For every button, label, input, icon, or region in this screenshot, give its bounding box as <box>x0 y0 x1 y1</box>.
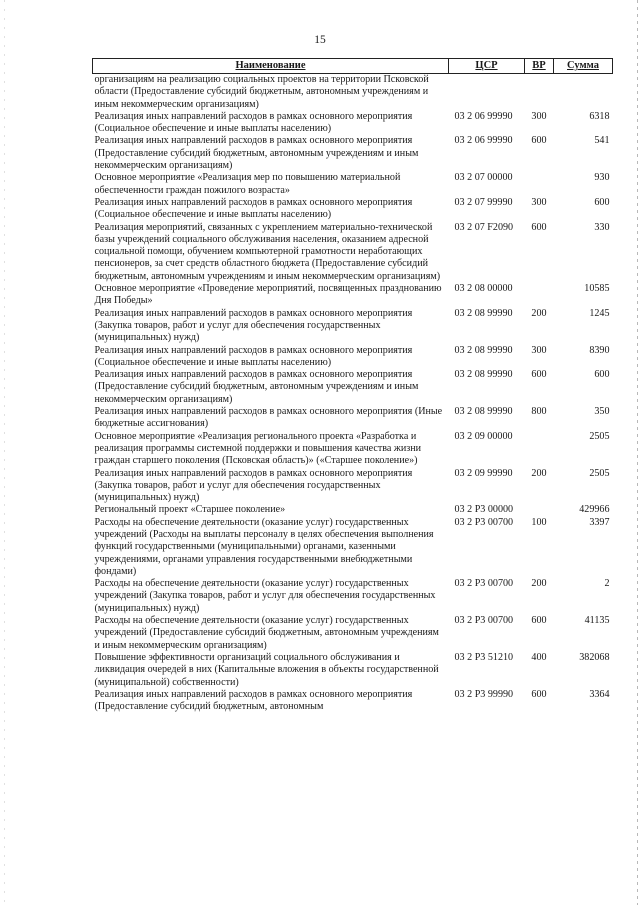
row-name-cell: Реализация иных направлений расходов в рамках основного мероприятия (Предоставление субсидий бюджетным, автономным <box>94 688 413 713</box>
table-row <box>93 111 613 136</box>
row-vr-cell: 300 <box>531 110 547 122</box>
row-vr-cell: 600 <box>531 369 547 381</box>
row-sum-cell: 2505 <box>589 430 610 442</box>
row-name-cell: Региональный проект «Старшее поколение» <box>94 504 286 516</box>
row-vr-cell: 300 <box>531 344 547 356</box>
table-row <box>93 517 613 578</box>
table-row <box>93 689 613 714</box>
row-sum-cell: 6318 <box>589 110 610 122</box>
row-csr-cell: 03 2 08 00000 <box>454 283 513 295</box>
row-csr-cell: 03 2 06 99990 <box>454 110 513 122</box>
row-name-cell: Реализация иных направлений расходов в рамках основного мероприятия (Предоставление субсидий бюджетным, автономным учреждениям и иным некоммерческим организациям) <box>94 369 419 405</box>
scan-edge-right <box>637 0 638 905</box>
row-vr-cell <box>525 504 554 516</box>
row-sum-cell: 930 <box>594 172 610 184</box>
table-row <box>93 468 613 505</box>
row-sum-cell: 8390 <box>589 344 610 356</box>
row-sum-cell: 2505 <box>589 467 610 479</box>
table-header-row <box>93 59 613 74</box>
table-row <box>93 615 613 652</box>
row-sum-cell: 600 <box>594 196 610 208</box>
row-csr-cell: 03 2 P3 99990 <box>454 688 514 700</box>
table-row <box>93 406 613 431</box>
row-csr-cell: 03 2 07 00000 <box>454 172 513 184</box>
row-sum-cell: 600 <box>594 369 610 381</box>
row-sum-cell: 41135 <box>584 615 610 627</box>
table-row <box>93 578 613 615</box>
row-vr-cell <box>525 74 554 111</box>
row-sum-cell: 382068 <box>579 651 610 663</box>
row-csr-cell: 03 2 P3 00700 <box>454 615 514 627</box>
row-name-cell: Основное мероприятие «Реализация регионального проекта «Разработка и реализация программы системной поддержки и повышения качества жизни граждан старшего поколения (Псковская область)» («Старшее поколение») <box>94 430 422 467</box>
row-vr-cell <box>525 283 554 308</box>
row-name-cell: Реализация мероприятий, связанных с укреплением материально-технической базы учреждений социального обслуживания населения, оказанием адресной социальной помощи, обучением компьютерной грамотности неработающих пенсионеров, за счет средств областного бюджета (Предоставление субсидий бюджетным, автономным учреждениям и иным некоммерческим организациям) <box>94 221 441 282</box>
row-name-cell: Реализация иных направлений расходов в рамках основного мероприятия (Иные бюджетные ассигнования) <box>94 406 443 430</box>
row-csr-cell: 03 2 08 99990 <box>454 406 513 418</box>
header-csr: ЦСР <box>449 59 525 74</box>
row-csr-cell: 03 2 08 99990 <box>454 344 513 356</box>
table-row <box>93 172 613 197</box>
table-row <box>93 652 613 689</box>
row-csr-cell: 03 2 P3 00700 <box>454 516 514 528</box>
row-name-cell: Реализация иных направлений расходов в рамках основного мероприятия (Социальное обеспечение и иные выплаты населению) <box>94 196 413 221</box>
header-sum: Сумма <box>554 59 613 74</box>
row-sum-cell: 3364 <box>589 688 610 700</box>
row-name-cell: Основное мероприятие «Проведение мероприятий, посвященных празднованию Дня Победы» <box>94 283 442 307</box>
row-vr-cell: 600 <box>531 688 547 700</box>
row-vr-cell: 600 <box>531 615 547 627</box>
row-vr-cell: 200 <box>531 467 547 479</box>
table-row <box>93 431 613 468</box>
row-name-cell: Реализация иных направлений расходов в рамках основного мероприятия (Социальное обеспечение и иные выплаты населению) <box>94 110 413 135</box>
row-vr-cell: 600 <box>531 221 547 233</box>
table-row <box>93 222 613 283</box>
table-row <box>93 504 613 516</box>
row-vr-cell: 200 <box>531 307 547 319</box>
row-name-cell: Реализация иных направлений расходов в рамках основного мероприятия (Закупка товаров, работ и услуг для обеспечения государственных (муниципальных) нужд) <box>94 467 413 504</box>
table-row <box>93 308 613 345</box>
row-csr-cell: 03 2 P3 00700 <box>454 578 514 590</box>
page-number: 15 <box>314 34 326 46</box>
row-name-cell: Расходы на обеспечение деятельности (оказание услуг) государственных учреждений (Предоставление субсидий бюджетным, автономным учреждениям и иным некоммерческим организациям) <box>94 615 439 651</box>
table-body <box>93 74 613 714</box>
row-csr-cell: 03 2 07 F2090 <box>454 221 514 233</box>
row-vr-cell: 100 <box>531 516 547 528</box>
row-csr-cell: 03 2 P3 51210 <box>454 651 514 663</box>
table-row <box>93 74 613 111</box>
header-vr: ВР <box>525 59 554 74</box>
row-vr-cell: 400 <box>531 651 547 663</box>
budget-table <box>92 58 613 713</box>
row-sum-cell: 541 <box>594 135 610 147</box>
row-csr-cell <box>449 74 525 111</box>
row-csr-cell: 03 2 07 99990 <box>454 196 513 208</box>
row-name-cell: Реализация иных направлений расходов в рамках основного мероприятия (Социальное обеспечение и иные выплаты населению) <box>94 344 413 368</box>
row-sum-cell <box>554 74 613 111</box>
row-name-cell: Расходы на обеспечение деятельности (оказание услуг) государственных учреждений (Расходы на выплаты персоналу в целях обеспечения выполнения функций государственными (муниципальными) органами, казенными учреждениями, органами управления государственными внебюджетными фондами) <box>94 516 434 577</box>
row-sum-cell: 3397 <box>589 516 610 528</box>
row-vr-cell: 800 <box>531 406 547 418</box>
row-sum-cell: 350 <box>594 406 610 418</box>
scan-edge-left <box>4 0 5 905</box>
row-vr-cell: 600 <box>531 135 547 147</box>
row-csr-cell: 03 2 06 99990 <box>454 135 513 147</box>
table-row <box>93 135 613 172</box>
header-name: Наименование <box>93 59 449 74</box>
row-name-cell: Расходы на обеспечение деятельности (оказание услуг) государственных учреждений (Закупка товаров, работ и услуг для обеспечения государственных (муниципальных) нужд) <box>94 578 436 614</box>
row-sum-cell: 429966 <box>579 504 610 516</box>
row-name-cell: Реализация иных направлений расходов в рамках основного мероприятия (Закупка товаров, работ и услуг для обеспечения государственных (муниципальных) нужд) <box>94 307 413 344</box>
row-sum-cell: 330 <box>594 221 610 233</box>
row-name-cell: Основное мероприятие «Реализация мер по повышению материальной обеспеченности граждан пожилого возраста» <box>94 172 401 196</box>
table-row <box>93 369 613 406</box>
row-vr-cell: 300 <box>531 196 547 208</box>
row-sum-cell: 10585 <box>584 283 610 295</box>
row-vr-cell <box>525 172 554 197</box>
row-vr-cell <box>525 431 554 468</box>
row-csr-cell: 03 2 09 00000 <box>454 430 513 442</box>
row-csr-cell: 03 2 P3 00000 <box>454 504 514 516</box>
row-name-cell: Повышение эффективности организаций социального обслуживания и ликвидация очередей в них (Капитальные вложения в объекты государственной (муниципальной) собственности) <box>94 651 439 688</box>
row-sum-cell: 2 <box>604 578 610 590</box>
row-vr-cell: 200 <box>531 578 547 590</box>
row-name-cell: Реализация иных направлений расходов в рамках основного мероприятия (Предоставление субсидий бюджетным, автономным учреждениям и иным некоммерческим организациям) <box>94 135 419 172</box>
table-row <box>93 345 613 370</box>
row-csr-cell: 03 2 09 99990 <box>454 467 513 479</box>
row-csr-cell: 03 2 08 99990 <box>454 307 513 319</box>
row-name-cell: организациям на реализацию социальных проектов на территории Псковской области (Предоставление субсидий бюджетным, автономным учреждениям и иным некоммерческим организациям) <box>94 74 429 110</box>
row-sum-cell: 1245 <box>589 307 610 319</box>
table-row <box>93 283 613 308</box>
row-csr-cell: 03 2 08 99990 <box>454 369 513 381</box>
table-row <box>93 197 613 222</box>
